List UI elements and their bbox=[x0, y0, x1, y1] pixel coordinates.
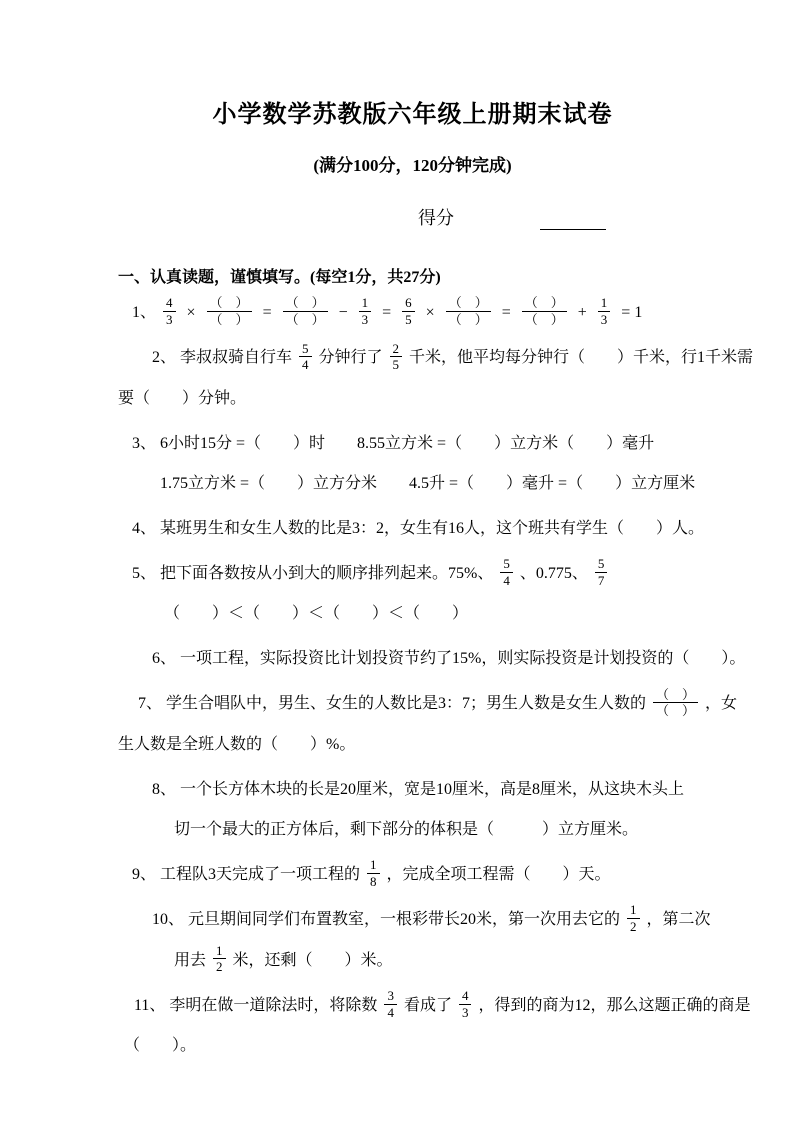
times-sign: × bbox=[425, 304, 435, 321]
question-7-continuation bbox=[118, 729, 707, 761]
fraction-denominator: 8 bbox=[367, 873, 380, 890]
blank-fraction bbox=[207, 295, 252, 327]
blank-fraction bbox=[283, 295, 328, 327]
blank-fraction-denominator: （ ） bbox=[207, 311, 252, 328]
score-label: 得分 bbox=[418, 208, 454, 228]
blank-fraction-numerator: （ ） bbox=[209, 295, 249, 311]
question-number: 11、 bbox=[134, 996, 166, 1014]
question-5 bbox=[118, 558, 707, 590]
fraction-numerator: 2 bbox=[392, 340, 400, 356]
fraction-denominator: 3 bbox=[359, 311, 372, 328]
score-row bbox=[118, 204, 707, 230]
blank-fraction-denominator: （ ） bbox=[283, 311, 328, 328]
blank-fraction bbox=[446, 295, 491, 327]
fraction-1-3 bbox=[598, 295, 611, 327]
question-text: 工程队3天完成了一项工程的 bbox=[160, 865, 361, 883]
fraction-numerator: 1 bbox=[216, 942, 223, 958]
question-number: 3、 bbox=[132, 434, 157, 452]
fraction-numerator: 1 bbox=[370, 856, 377, 872]
minus-sign: − bbox=[338, 304, 348, 321]
fraction-numerator: 1 bbox=[600, 295, 608, 311]
fraction-numerator: 3 bbox=[387, 988, 394, 1004]
fraction-3-4 bbox=[384, 988, 397, 1020]
fraction-5-7 bbox=[595, 556, 608, 588]
question-text: 看成了 bbox=[403, 996, 452, 1014]
fraction-denominator: 4 bbox=[299, 356, 312, 373]
fraction-2-5 bbox=[390, 341, 403, 373]
question-text: （ ）。 bbox=[124, 1037, 197, 1055]
fraction-5-4 bbox=[500, 556, 513, 588]
question-11-continuation bbox=[118, 1030, 707, 1062]
question-7 bbox=[118, 686, 738, 720]
question-number: 2、 bbox=[152, 349, 177, 367]
question-2-continuation bbox=[118, 383, 707, 415]
question-text: 要（ ）分钟。 bbox=[118, 389, 247, 407]
question-text: 用去 bbox=[174, 951, 207, 969]
blank-fraction-denominator: （ ） bbox=[446, 311, 491, 328]
question-text: ，女 bbox=[705, 695, 738, 713]
fraction-numerator: 5 bbox=[597, 556, 605, 572]
fraction-numerator: 1 bbox=[630, 902, 637, 918]
question-text: ，第二次 bbox=[646, 911, 711, 929]
fraction-denominator: 2 bbox=[213, 958, 226, 975]
question-number: 9、 bbox=[132, 865, 157, 883]
question-3-continuation bbox=[118, 468, 707, 500]
fraction-denominator: 4 bbox=[384, 1004, 397, 1021]
exam-subtitle: (满分100分，120分钟完成) bbox=[313, 156, 512, 175]
equals-sign: = bbox=[262, 304, 272, 321]
fraction-5-4 bbox=[299, 341, 312, 373]
fraction-numerator: 4 bbox=[166, 295, 173, 311]
fraction-denominator: 4 bbox=[500, 572, 513, 589]
equals-one: = 1 bbox=[621, 304, 643, 321]
question-8 bbox=[118, 774, 707, 806]
question-text: 1.75立方米 =（ ）立方分米 4.5升 =（ ）毫升 =（ ）立方厘米 bbox=[160, 474, 696, 492]
fraction-1-2 bbox=[213, 943, 226, 975]
question-text: ，完成全项工程需（ ）天。 bbox=[386, 865, 611, 883]
blank-fraction-numerator: （ ） bbox=[285, 295, 325, 311]
question-number: 5、 bbox=[132, 564, 157, 582]
fraction-denominator: 2 bbox=[627, 918, 640, 935]
question-text: 分钟行了 bbox=[318, 349, 383, 367]
question-text: 切一个最大的正方体后，剩下部分的体积是（ ）立方厘米。 bbox=[174, 820, 639, 838]
question-text: 学生合唱队中，男生、女生的人数比是3：7；男生人数是女生人数的 bbox=[166, 695, 647, 713]
plus-sign: + bbox=[577, 304, 587, 321]
fraction-denominator: 3 bbox=[163, 311, 176, 328]
question-text: （ ）＜（ ）＜（ ）＜（ ） bbox=[164, 605, 469, 623]
question-number: 7、 bbox=[138, 695, 163, 713]
blank-fraction bbox=[653, 687, 698, 719]
fraction-numerator: 4 bbox=[461, 988, 469, 1004]
blank-fraction-numerator: （ ） bbox=[448, 295, 488, 311]
fraction-1-2 bbox=[627, 902, 640, 934]
fraction-denominator: 7 bbox=[595, 572, 608, 589]
question-text: 千米，他平均每分钟行（ ）千米，行1千米需 bbox=[409, 349, 754, 367]
fraction-denominator: 5 bbox=[402, 311, 415, 328]
question-text: 一个长方体木块的长是20厘米，宽是10厘米，高是8厘米，从这块木头上 bbox=[180, 780, 685, 798]
blank-fraction bbox=[522, 295, 567, 327]
question-text: 把下面各数按从小到大的顺序排列起来。75%、 bbox=[160, 564, 494, 582]
fraction-4-3 bbox=[163, 295, 176, 327]
fraction-6-5 bbox=[402, 295, 415, 327]
question-8-continuation bbox=[118, 814, 707, 846]
question-text: 李叔叔骑自行车 bbox=[180, 349, 293, 367]
question-number: 1、 bbox=[132, 304, 157, 321]
fraction-denominator: 3 bbox=[598, 311, 611, 328]
question-text: 一项工程，实际投资比计划投资节约了15%，则实际投资是计划投资的（ ）。 bbox=[180, 650, 746, 668]
question-text: 6小时15分 =（ ）时 8.55立方米 =（ ）立方米（ ）毫升 bbox=[160, 434, 655, 452]
exam-title: 小学数学苏教版六年级上册期末试卷 bbox=[212, 102, 613, 128]
blank-fraction-numerator: （ ） bbox=[656, 686, 696, 702]
question-number: 8、 bbox=[152, 780, 177, 798]
question-number: 6、 bbox=[152, 650, 177, 668]
fraction-numerator: 5 bbox=[302, 340, 309, 356]
question-9 bbox=[118, 856, 707, 891]
question-number: 10、 bbox=[152, 911, 185, 929]
times-sign: × bbox=[186, 304, 196, 321]
fraction-1-8 bbox=[367, 857, 380, 889]
question-text: 米，还剩（ ）米。 bbox=[232, 951, 393, 969]
question-11 bbox=[118, 988, 751, 1022]
question-10-continuation bbox=[118, 942, 707, 977]
question-3 bbox=[118, 428, 707, 460]
fraction-4-3 bbox=[459, 988, 472, 1020]
fraction-1-3 bbox=[359, 295, 372, 327]
fraction-denominator: 5 bbox=[390, 356, 403, 373]
question-text: 、0.775、 bbox=[519, 564, 588, 582]
question-text: 元旦期间同学们布置教室，一根彩带长20米，第一次用去它的 bbox=[188, 911, 621, 929]
question-text: 某班男生和女生人数的比是3：2，女生有16人，这个班共有学生（ ）人。 bbox=[160, 519, 705, 537]
question-text: 李明在做一道除法时，将除数 bbox=[169, 996, 378, 1014]
equals-sign: = bbox=[382, 304, 392, 321]
blank-fraction-denominator: （ ） bbox=[522, 311, 567, 328]
fraction-numerator: 1 bbox=[361, 295, 369, 311]
fraction-denominator: 3 bbox=[459, 1004, 472, 1021]
question-number: 4、 bbox=[132, 519, 157, 537]
fraction-numerator: 5 bbox=[503, 556, 510, 572]
question-6 bbox=[118, 643, 746, 675]
question-5-order-line bbox=[118, 598, 707, 630]
question-1 bbox=[118, 297, 707, 329]
question-text: ，得到的商为12，那么这题正确的商是 bbox=[478, 996, 751, 1014]
equals-sign: = bbox=[501, 304, 511, 321]
blank-fraction-denominator: （ ） bbox=[653, 702, 698, 719]
score-blank-line bbox=[540, 209, 606, 230]
question-10 bbox=[118, 902, 711, 936]
question-text: 生人数是全班人数的（ ）%。 bbox=[118, 735, 356, 753]
question-4 bbox=[118, 513, 707, 545]
fraction-numerator: 6 bbox=[405, 295, 412, 311]
blank-fraction-numerator: （ ） bbox=[524, 295, 564, 311]
section-1-heading: 一、认真读题，谨慎填写。(每空1分，共27分) bbox=[118, 269, 441, 286]
question-2 bbox=[118, 340, 754, 374]
